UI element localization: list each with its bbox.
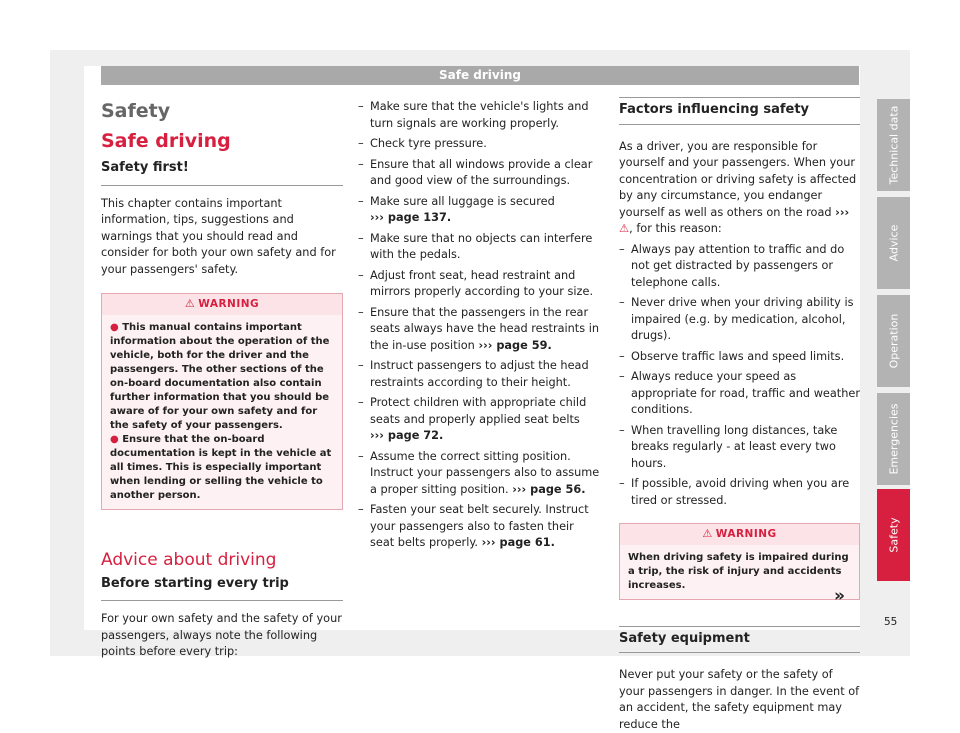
list-item: – If possible, avoid driving when you are tired or stressed. bbox=[619, 477, 850, 507]
tab-label: Advice bbox=[887, 224, 900, 262]
page-link[interactable]: ››› page 61. bbox=[481, 536, 555, 549]
tab-safety[interactable] bbox=[877, 489, 910, 581]
factors-title: Factors influencing safety bbox=[619, 97, 860, 125]
bullet-icon: ● bbox=[110, 321, 123, 333]
list-item-text: Always pay attention to traffic and do not get distracted by passengers or telephone calls. bbox=[631, 242, 845, 289]
page-link[interactable]: ››› page 56. bbox=[512, 482, 586, 496]
list-item-text: Instruct passengers to adjust the head restraints according to their height. bbox=[370, 359, 589, 389]
subsection-title: Safety first! bbox=[101, 160, 343, 186]
tab-advice[interactable] bbox=[877, 197, 910, 289]
list-item-text: Ensure that the passengers in the rear seats always have the head restraints in the in-use position bbox=[370, 305, 600, 352]
list-item: – Assume the correct sitting position. Instruct your passengers also to assume a proper sitting position. ››› page 56. bbox=[358, 449, 600, 496]
warning-header bbox=[620, 524, 859, 545]
warning-item bbox=[110, 321, 334, 433]
warning-item-text: This manual contains important information about the operation of the vehicle, both for the driver and the passengers. The other sections of the on-board documentation also contain further information that you should be aware of for your own safety and for the safety of your passengers. bbox=[110, 321, 330, 431]
section-title: Safe driving bbox=[101, 130, 231, 152]
list-item: – Fasten your seat belt securely. Instruct your passengers also to fasten their seat belts properly. ››› page 61. bbox=[358, 503, 589, 549]
page-link[interactable]: ››› page 59. bbox=[478, 338, 552, 352]
list-item-text: Check tyre pressure. bbox=[370, 137, 487, 150]
factors-list bbox=[619, 242, 860, 510]
warning-triangle-icon: ⚠ bbox=[184, 297, 196, 310]
warning-label: WARNING bbox=[715, 528, 777, 540]
tab-operation[interactable] bbox=[877, 295, 910, 387]
list-item: – Observe traffic laws and speed limits. bbox=[619, 349, 845, 363]
advice-subtitle: Before starting every trip bbox=[101, 576, 343, 602]
column-2 bbox=[358, 99, 601, 556]
list-item-text: Protect children with appropriate child seats and properly applied seat belts bbox=[370, 396, 587, 426]
list-item: – Never drive when your driving ability is impaired (e.g. by medication, alcohol, drugs). bbox=[619, 296, 854, 342]
list-item-text: Never drive when your driving ability is impaired (e.g. by medication, alcohol, drugs). bbox=[631, 296, 854, 342]
factors-intro-text: As a driver, you are responsible for yourself and your passengers. When your concentration or driving safety is affected by any circumstance, you endanger yourself as well as others on the road bbox=[619, 139, 857, 219]
tab-technical-data[interactable] bbox=[877, 99, 910, 191]
page-link[interactable]: ››› page 137. bbox=[370, 211, 452, 224]
list-item-text: Make sure that the vehicle's lights and turn signals are working properly. bbox=[370, 100, 589, 130]
factors-intro-end: , for this reason: bbox=[629, 222, 722, 235]
list-item-text: If possible, avoid driving when you are tired or stressed. bbox=[631, 477, 850, 507]
chapter-title: Safety bbox=[101, 100, 171, 122]
list-item: – Always reduce your speed as appropriate for road, traffic and weather conditions. bbox=[619, 370, 860, 416]
list-item: – Instruct passengers to adjust the head restraints according to their height. bbox=[358, 359, 589, 389]
list-item-text: Fasten your seat belt securely. Instruct your passengers also to fasten their seat belts properly. bbox=[370, 503, 589, 549]
list-item: – Adjust front seat, head restraint and mirrors properly according to your size. bbox=[358, 268, 594, 298]
advice-title: Advice about driving bbox=[101, 549, 277, 570]
column-3 bbox=[619, 97, 860, 733]
list-item-text: Ensure that all windows provide a clear and good view of the surroundings. bbox=[370, 157, 593, 187]
warning-triangle-icon: ⚠ bbox=[702, 527, 713, 540]
warning-label: WARNING bbox=[198, 298, 260, 310]
warning-item bbox=[110, 433, 334, 503]
list-item: – When travelling long distances, take breaks regularly - at least every two hours. bbox=[619, 423, 838, 470]
warning-body: When driving safety is impaired during a trip, the risk of injury and accidents increases. bbox=[620, 545, 859, 599]
list-item-text: Make sure that no objects can interfere with the pedals. bbox=[370, 231, 593, 261]
list-item: – Make sure all luggage is secured ››› page 137. bbox=[358, 194, 555, 224]
intro-paragraph: This chapter contains important information, tips, suggestions and warnings that you should read and consider for both your own safety and for your passengers' safety. bbox=[101, 196, 336, 276]
list-item-text: Make sure all luggage is secured bbox=[370, 194, 555, 208]
list-item: – Make sure that the vehicle's lights and turn signals are working properly. bbox=[358, 100, 589, 130]
list-item: – Protect children with appropriate child seats and properly applied seat belts ››› page 72. bbox=[358, 396, 587, 442]
equipment-paragraph: Never put your safety or the safety of your passengers in danger. In the event of an accident, the safety equipment may reduce the bbox=[619, 668, 860, 731]
page-link[interactable]: ››› bbox=[835, 205, 850, 219]
tab-label: Emergencies bbox=[887, 403, 900, 475]
list-item: – Ensure that the passengers in the rear seats always have the head restraints in the in-use position ››› page 59. bbox=[358, 305, 600, 352]
warning-header bbox=[102, 294, 342, 315]
bullet-icon: ● bbox=[110, 433, 123, 445]
list-item-text: Adjust front seat, head restraint and mirrors properly according to your size. bbox=[370, 268, 594, 298]
list-item: – Check tyre pressure. bbox=[358, 137, 487, 150]
factors-intro bbox=[619, 139, 860, 238]
advice-paragraph: For your own safety and the safety of your passengers, always note the following points before every trip: bbox=[101, 612, 342, 658]
column-1 bbox=[101, 96, 343, 661]
warning-box-2 bbox=[619, 523, 860, 600]
list-item: – Ensure that all windows provide a clear and good view of the surroundings. bbox=[358, 157, 593, 187]
list-item: – Make sure that no objects can interfere with the pedals. bbox=[358, 231, 593, 261]
page-link[interactable]: ››› page 72. bbox=[370, 429, 444, 442]
tab-label: Technical data bbox=[887, 105, 900, 185]
page-number: 55 bbox=[884, 616, 898, 628]
list-item: – Always pay attention to traffic and do not get distracted by passengers or telephone calls. bbox=[619, 242, 845, 289]
section-header: Safe driving bbox=[101, 66, 859, 85]
equipment-title: Safety equipment bbox=[619, 626, 860, 654]
warning-body bbox=[102, 315, 342, 509]
list-item-text: When travelling long distances, take breaks regularly - at least every two hours. bbox=[631, 423, 838, 470]
tab-label: Operation bbox=[887, 313, 900, 369]
list-item-text: Always reduce your speed as appropriate for road, traffic and weather conditions. bbox=[631, 370, 860, 416]
tab-emergencies[interactable] bbox=[877, 393, 910, 485]
continue-mark: » bbox=[834, 586, 845, 606]
tab-label: Safety bbox=[887, 517, 900, 553]
list-item-text: Assume the correct sitting position. Instruct your passengers also to assume a proper sitting position. bbox=[370, 449, 600, 496]
warning-item-text: Ensure that the on-board documentation is kept in the vehicle at all times. This is especially important when lending or selling the vehicle to another person. bbox=[110, 433, 332, 501]
list-item-text: Observe traffic laws and speed limits. bbox=[631, 349, 845, 363]
warning-triangle-icon: ⚠ bbox=[619, 222, 630, 235]
trip-checklist bbox=[358, 99, 601, 552]
warning-box bbox=[101, 293, 343, 510]
